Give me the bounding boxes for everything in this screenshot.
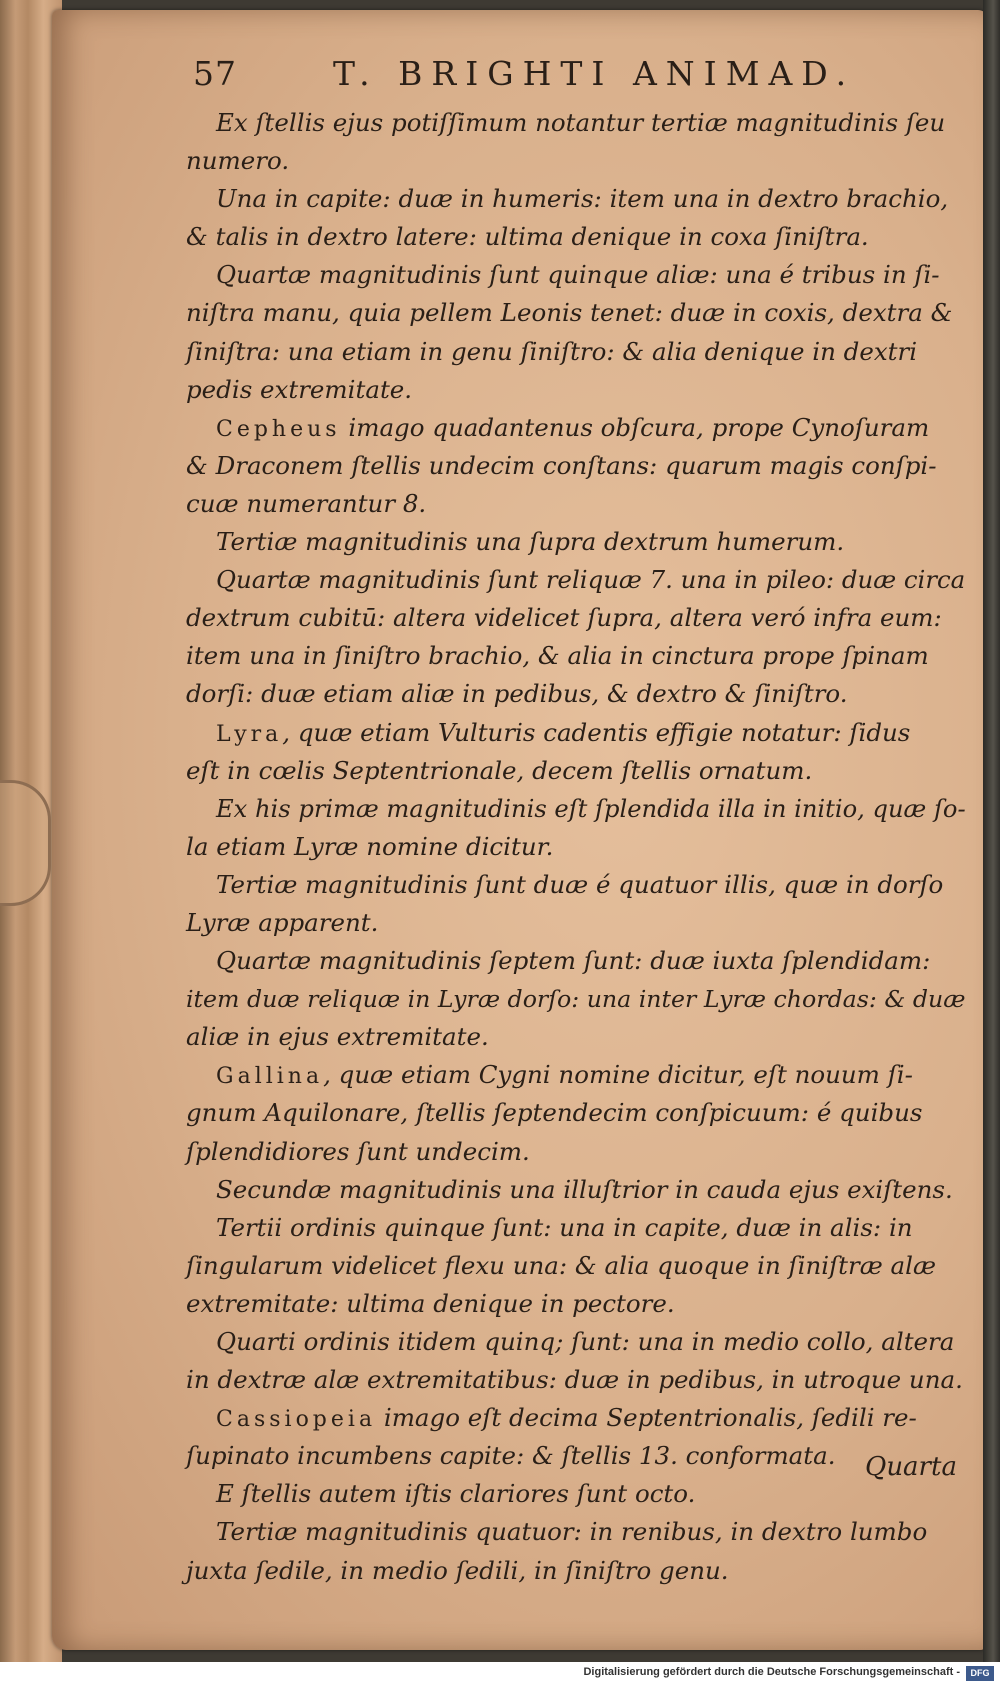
text-line <box>186 485 966 523</box>
text-segment: Tertii ordinis quinque ſunt: una in capite, duæ in alis: in <box>216 1212 913 1242</box>
text-segment: & Draconem ſtellis undecim conſtans: quarum magis conſpi- <box>186 450 937 480</box>
text-segment: numero. <box>186 146 290 176</box>
text-segment: imago eſt decima Septentrionalis, ſedili re- <box>376 1403 917 1433</box>
text-segment: E ſtellis autem iſtis clariores ſunt octo. <box>216 1479 696 1509</box>
text-line <box>186 1133 966 1171</box>
text-segment: Quarti ordinis itidem quinq; ſunt: una in medio collo, altera <box>216 1327 955 1356</box>
text-line <box>186 1437 966 1475</box>
text-line <box>186 637 966 675</box>
text-segment: ſiniſtra: una etiam in genu ſiniſtro: & alia denique in dextri <box>186 336 918 366</box>
text-segment: Tertiæ magnitudinis una ſupra dextrum humerum. <box>216 527 845 557</box>
constellation-name: Cepheus <box>216 416 341 442</box>
constellation-name: Gallina <box>216 1064 324 1090</box>
text-line <box>186 675 966 713</box>
text-segment: ſplendidiores ſunt undecim. <box>186 1136 530 1166</box>
constellation-name: Lyra <box>216 721 283 747</box>
text-segment: item duæ reliquæ in Lyræ dorſo: una inter Lyræ chordas: & duæ <box>186 985 966 1014</box>
text-line <box>186 980 966 1018</box>
text-line <box>186 409 966 447</box>
text-line <box>186 180 966 218</box>
text-line <box>186 371 966 409</box>
text-line <box>186 1171 966 1209</box>
text-segment: , quæ etiam Vulturis cadentis effigie notatur: ſidus <box>282 717 911 747</box>
text-segment: & talis in dextro latere: ultima denique in coxa ſiniſtra. <box>186 222 869 252</box>
text-line <box>186 1094 966 1132</box>
text-line <box>186 942 966 980</box>
text-segment: niſtra manu, quia pellem Leonis tenet: duæ in coxis, dextra & <box>186 298 953 328</box>
text-segment: ſupinato incumbens capite: & ſtellis 13. conformata. <box>186 1441 836 1471</box>
text-segment: , quæ etiam Cygni nomine dicitur, eſt nouum ſi- <box>323 1060 913 1090</box>
text-line <box>186 1513 966 1551</box>
text-segment: ſingularum videlicet flexu una: & alia quoque in ſiniſtræ alæ <box>186 1250 936 1280</box>
text-segment: extremitate: ultima denique in pectore. <box>186 1288 675 1318</box>
text-segment: Tertiæ magnitudinis quatuor: in renibus, in dextro lumbo <box>216 1517 928 1547</box>
text-line <box>186 1475 966 1513</box>
dfg-logo: DFG <box>966 1666 994 1681</box>
text-line <box>186 1056 966 1094</box>
text-segment: Secundæ magnitudinis una illuſtrior in cauda ejus exiſtens. <box>216 1174 953 1204</box>
text-line <box>186 294 966 332</box>
text-line <box>186 142 966 180</box>
text-line <box>186 1209 966 1247</box>
text-line <box>186 1552 966 1590</box>
text-line <box>186 1399 966 1437</box>
text-segment: dextrum cubitū: altera videlicet ſupra, altera veró infra eum: <box>186 603 942 633</box>
text-segment: Una in capite: duæ in humeris: item una in dextro brachio, <box>216 184 949 214</box>
text-segment: Quartæ magnitudinis ſunt reliquæ 7. una in pileo: duæ circa <box>216 565 966 595</box>
book-cover-edge <box>983 0 1000 1662</box>
constellation-name: Cassiopeia <box>216 1407 377 1433</box>
text-segment: cuæ numerantur 8. <box>186 488 427 518</box>
catchword: Quarta <box>865 1452 957 1482</box>
text-line <box>186 561 966 599</box>
text-line <box>186 904 966 942</box>
body-text <box>186 104 966 1590</box>
text-line <box>186 1323 966 1361</box>
text-segment: Ex his primæ magnitudinis eſt ſplendida illa in initio, quæ ſo- <box>216 794 966 823</box>
text-segment: aliæ in ejus extremitate. <box>186 1022 489 1052</box>
text-segment: in dextræ alæ extremitatibus: duæ in pedibus, in utroque una. <box>186 1365 963 1395</box>
text-line <box>186 828 966 866</box>
running-head <box>193 50 973 98</box>
text-line <box>186 256 966 294</box>
text-line <box>186 599 966 637</box>
text-line <box>186 523 966 561</box>
text-line <box>186 790 966 828</box>
text-line <box>186 1285 966 1323</box>
header-title: T. BRIGHTI ANIMAD. <box>333 54 856 93</box>
text-line <box>186 1018 966 1056</box>
page-number: 57 <box>193 54 237 93</box>
text-segment: pedis extremitate. <box>186 374 413 404</box>
text-segment: juxta ſedile, in medio ſedili, in ſiniſtro genu. <box>186 1555 729 1585</box>
text-line <box>186 1247 966 1285</box>
text-segment: Lyræ apparent. <box>186 907 379 937</box>
text-line <box>186 218 966 256</box>
text-segment: item una in ſiniſtro brachio, & alia in cinctura prope ſpinam <box>186 641 929 671</box>
text-line <box>186 752 966 790</box>
text-segment: Quartæ magnitudinis ſunt quinque aliæ: una é tribus in ſi- <box>216 260 940 290</box>
text-segment: Ex ſtellis ejus potiſſimum notantur tertiæ magnitudinis ſeu <box>216 108 946 137</box>
text-line <box>186 333 966 371</box>
text-segment: imago quadantenus obſcura, prope Cynoſuram <box>340 412 930 442</box>
footer-credit: Digitalisierung gefördert durch die Deutsche Forschungsgemeinschaft - <box>583 1666 960 1678</box>
text-line <box>186 1361 966 1399</box>
text-line <box>186 104 966 142</box>
page-clip <box>0 780 51 906</box>
text-segment: la etiam Lyræ nomine dicitur. <box>186 831 554 861</box>
text-segment: eſt in cœlis Septentrionale, decem ſtellis ornatum. <box>186 755 813 785</box>
text-line <box>186 447 966 485</box>
text-segment: dorſi: duæ etiam aliæ in pedibus, & dextro & ſiniſtro. <box>186 679 848 709</box>
text-segment: gnum Aquilonare, ſtellis ſeptendecim conſpicuum: é quibus <box>186 1098 923 1128</box>
text-line <box>186 866 966 904</box>
text-segment: Quartæ magnitudinis ſeptem ſunt: duæ iuxta ſplendidam: <box>216 946 931 976</box>
text-segment: Tertiæ magnitudinis ſunt duæ é quatuor illis, quæ in dorſo <box>216 869 944 899</box>
digitization-footer <box>0 1662 1000 1687</box>
text-line <box>186 714 966 752</box>
